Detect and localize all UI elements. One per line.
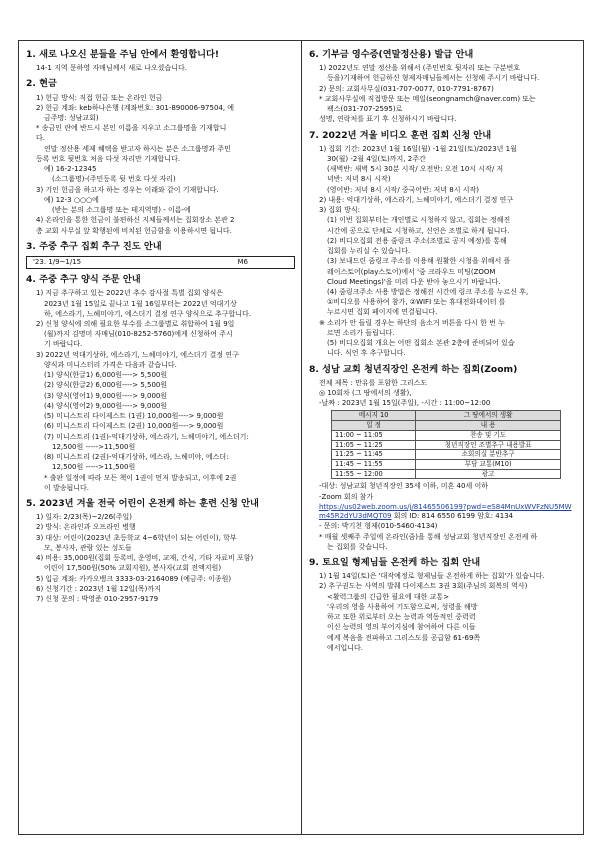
order-price-line: (4) 양식(영어2) 9,000원----> 9,000원	[44, 401, 168, 410]
table-row	[332, 440, 561, 450]
order-line: (월)까지 김명미 자매님(010-8252-5760)에게 신청하여 주시	[44, 330, 233, 339]
table-header-cell: 일 정	[332, 421, 416, 431]
order-price-line: (6) 미니스트리 다이제스트 (2권) 10,000원----> 9,000원	[44, 422, 224, 431]
cash-line: 금주명: 성남교회)	[44, 113, 99, 122]
video-line: 누르시면 집회 페이지에 연결됩니다.	[327, 308, 438, 317]
content-cell: 청년직장인 조별추구 내용발표	[416, 440, 561, 450]
receipt-line: 1) 2022년도 연말 정산을 위해서 (주민번호 뒷자리 또는 구분번호	[319, 64, 521, 73]
cash-line: 층 교회 사무실 앞 확행된에 비치된 헌금함을 이용하시면 됩니다.	[36, 226, 232, 235]
progress-code: M6	[237, 257, 248, 266]
children-line: 어린이 17,500원(50% 교회지원), 봉사자(교회 전액지원)	[44, 564, 222, 573]
order-line: * 출판 일정에 따라 모든 책이 1권이 먼저 발송되고, 이후에 2권	[44, 473, 237, 482]
time-cell: 11:05 ~ 11:25	[332, 440, 416, 450]
time-cell: 11:45 ~ 11:55	[332, 459, 416, 469]
content-cell: 부담 교통(M10)	[416, 459, 561, 469]
youth-line: ◎ 10회차 (그 땅에서의 생활),	[319, 388, 412, 397]
saturday-line: 하고 또한 위로부터 오는 능력과 역동적인 중력력	[327, 613, 476, 622]
table-row	[332, 459, 561, 469]
cash-line: 2) 헌금 계좌: keb하나은행 (계좌번호: 301-890006-97504, 예	[36, 103, 235, 112]
order-price-line: 12,500원 ----->11,500원	[52, 442, 136, 451]
youth-schedule-table	[331, 410, 561, 479]
receipt-line: 팩스(031-707-2595)로	[327, 105, 403, 114]
zoom-link[interactable]: https://us02web.zoom.us/j/81465506199?pwd=eS84MnUxWVFzNU5MWm45R2dYU3dMQT09	[319, 502, 572, 521]
children-line: 5) 입금 계좌: 카카오뱅크 3333-03-2164089 (예금주: 이종원)	[36, 574, 232, 583]
cash-line: 예) 12-3 ○○○에	[44, 195, 99, 204]
youth-title: 8. 성남 교회 청년직장인 온전케 하는 집회(Zoom)	[309, 363, 518, 375]
saturday-line: 에서입니다.	[327, 643, 364, 652]
order-price-line: (3) 양식(영어1) 9,000원----> 9,000원	[44, 391, 168, 400]
order-price-line: (1) 양식(한글1) 6,000원----> 5,500원	[44, 371, 168, 380]
video-line: ①비디오를 사용하여 참가, ②WIFI 또는 휴대전화데이터 를	[327, 298, 506, 307]
order-price-line: (5) 미니스트리 다이제스트 (1권) 10,000원----> 9,000원	[44, 412, 224, 421]
cash-line: (소그룹명)-(주민등록 뒷 번호 다섯 자리)	[52, 175, 176, 184]
welcome-title: 1. 새로 나오신 분들을 주님 안에서 환영합니다!	[26, 49, 220, 60]
table-header-cell: 내 용	[416, 421, 561, 431]
video-line: (영어반: 저녁 8시 시작/ 중국어반: 저녁 8시 시작)	[327, 185, 479, 194]
video-line: 레이스토어(play스토어)에서 '줌 크라우드 미팅(ZOOM	[327, 267, 496, 276]
video-line: Cloud Meetings)'을 미리 다운 받아 놓으시기 바랍니다.	[327, 277, 501, 286]
saturday-title: 9. 토요일 형제님들 온전케 하는 집회 안내	[309, 557, 481, 569]
children-line: 4) 비용: 35,000원(집회 등록비, 운영비, 교재, 간식, 기타 자료비 포함)	[36, 554, 254, 563]
right-column	[301, 41, 583, 834]
order-line: 이 발송됩니다.	[44, 483, 90, 492]
content-cell: 소회의실 분반추구	[416, 450, 561, 460]
children-line: 3) 대상: 어린이(2023년 초등학교 4~6학년이 되는 어린이), 학부	[36, 533, 237, 542]
order-title: 4. 주중 추구 양식 주문 안내	[26, 274, 141, 286]
cash-line: 다.	[36, 134, 45, 143]
video-line: 집회를 누리실 수 있습니다.	[327, 247, 411, 256]
saturday-line: 1) 1월 14일(토)은 '대작예정로 형제님들 온전하게 하는 집회'가 있습니다.	[319, 572, 545, 581]
zoom-meta: 회의 ID: 814 6550 6199 암호: 4134	[393, 512, 514, 521]
table-row	[332, 469, 561, 479]
receipt-line: 2) 문의: 교회사무실(031-707-0077, 010-7791-8767)	[319, 84, 494, 93]
children-line: 모, 봉사자, 관람 있는 성도들	[44, 543, 132, 552]
table-subheader-row	[332, 421, 561, 431]
children-line: 7) 신청 문의 : 박영준 010-2957-9179	[36, 595, 159, 604]
order-line: 2023년 1월 15일로 끝나고 1월 16일부터는 2022년 억대기상	[44, 299, 237, 308]
children-line: 1) 일자: 2/23(목)~2/26(주일)	[36, 513, 133, 522]
video-line: 니다. 식언 후 추구합니다.	[327, 349, 406, 358]
saturday-section	[309, 557, 577, 653]
video-line: 르면 소리가 들립니다.	[327, 328, 395, 337]
video-line: (1) 이번 집회부터는 개인별로 시청하지 않고, 집회는 정해진	[327, 216, 511, 225]
time-cell: 11:55 ~ 12:00	[332, 469, 416, 479]
table-row	[332, 450, 561, 460]
video-line: (2) 비디오집회 전용 줌링크 주소(조별로 공지 예정)를 통해	[327, 236, 507, 245]
welcome-section	[26, 49, 295, 73]
saturday-line: 2) 추구권도는 사역의 발췌 다이제스트 3권 3회(주님의 회복의 역사)	[319, 582, 528, 591]
youth-line: 전체 제목 : 만유를 포함한 그리스도	[319, 378, 428, 387]
cash-line: 4) 온라인을 통한 헌금이 불편하신 지체들께서는 집회장소 본관 2	[36, 216, 235, 225]
video-line: 녁반: 저녁 8시 시작)	[327, 175, 391, 184]
video-line: (새벽반: 새벽 5시 30분 시작/ 오전반: 오전 10시 시작/ 저	[327, 165, 504, 174]
time-cell: 11:25 ~ 11:45	[332, 450, 416, 460]
cash-line: 등록 번호 뒷번호 처음 다섯 자리만 기재합니다.	[36, 154, 181, 163]
youth-line: - 문의: 박기천 형제(010-5460-4134)	[319, 522, 438, 531]
order-line: 1) 지금 추구하고 있는 2022년 추수 감사절 특별 집회 양식은	[36, 289, 224, 298]
saturday-line: <활력그룹의 긴급한 필요에 대한 교통>	[327, 592, 450, 601]
cash-line: 예) 16-2-12345	[44, 165, 97, 174]
youth-line: -Zoom 회의 참가	[319, 492, 374, 501]
table-header-cell: 메시지 10	[332, 411, 416, 421]
saturday-line: 이신 능력의 영의 부어지심에 참여하여 다른 이들	[327, 623, 476, 632]
progress-section	[26, 241, 295, 269]
children-line: 6) 신청기간 : 2023년 1월 12일(목)까지	[36, 584, 161, 593]
youth-section	[309, 364, 577, 552]
children-section	[26, 498, 295, 604]
cash-line: * 송금인 란에 반드시 본인 이름을 지우고 소그룹명을 기재합니	[36, 124, 227, 133]
youth-line: 는 집회를 갖습니다.	[327, 542, 388, 551]
video-line: (3) 보내드린 줌링크 주소를 이용해 원활한 시청을 위해서 플	[327, 257, 511, 266]
video-line: 2) 내용: 억대기상하, 에스라기, 느헤미야기, 에스더기 결정 연구	[319, 195, 514, 204]
order-price-line: (8) 미니스트리 (2권)-억대기상하, 에스라, 느헤미야, 에스더:	[44, 453, 229, 462]
table-header-cell: 그 땅에서의 생활	[416, 411, 561, 421]
video-line: 3) 집회 방식:	[319, 206, 361, 215]
children-title: 5. 2023년 겨울 전국 어린이 온전케 하는 훈련 신청 안내	[26, 498, 259, 509]
order-section	[26, 274, 295, 493]
order-line: 하, 에스라기, 느헤미야기, 에스더기 결정 연구 양식으로 추구합니다.	[44, 309, 252, 318]
content-cell: 광고	[416, 469, 561, 479]
order-line: 기 바랍니다.	[44, 340, 83, 349]
welcome-line: 14-1 지역 문하영 자매님께서 새로 나오셨습니다.	[36, 64, 187, 73]
video-line: (4) 줌링크주소 사용 방법은 정해진 시간에 링크 주소를 누르신 후,	[327, 287, 529, 296]
order-price-line: (2) 양식(한글2) 6,000원----> 5,500원	[44, 381, 168, 390]
order-price-line: 12,500원 ----->11,500원	[52, 463, 136, 472]
video-line: ※ 소리가 안 들릴 경우는 하단의 음소거 버튼을 다시 한 번 누	[319, 318, 505, 327]
saturday-line: '우리의 영을 사용하여 기도함으로써, 성령을 해방	[327, 602, 478, 611]
receipt-line: * 교회사무실에 직접방문 또는 메일(seongnamch@naver.com) 또는	[319, 94, 536, 103]
children-line: 2) 방식: 온라인과 오프라인 병행	[36, 523, 136, 532]
saturday-line: 에게 복음을 전파하고 그리스도를 공급함 61-69쪽	[327, 633, 481, 642]
order-line: 양식과 미니스터리 가격은 다음과 같습니다.	[44, 360, 177, 369]
cash-line: (받는 분의 소그룹명 또는 테지역명) - 이름-에	[52, 206, 191, 215]
video-line: 1) 집회 기간: 2023년 1월 16일(월) -1월 21일(토)/2023년 1월	[319, 144, 517, 153]
table-header-row	[332, 411, 561, 421]
cash-line: 연말 정산용 세제 혜택을 받고자 하시는 분은 소그룹명과 주민	[44, 144, 231, 153]
table-row	[332, 430, 561, 440]
video-title: 7. 2022년 겨울 비디오 훈련 집회 신청 안내	[309, 129, 492, 141]
cash-line: 1) 헌금 방식: 직접 헌금 또는 온라인 헌금	[36, 93, 163, 102]
video-line: 시간에 공으로 단체로 시청하고, 신언은 조별로 하게 됩니다.	[327, 226, 510, 235]
cash-line: 3) 기인 헌금을 하고자 하는 경우는 이래와 같이 기재합니다.	[36, 185, 219, 194]
bulletin-page	[18, 40, 584, 835]
order-line: 2) 신청 양식에 의해 필요한 부수를 소그룹별로 취합하여 1월 9일	[36, 320, 235, 329]
video-line: (5) 비디오집회 개요는 어떤 집회소 본관 2층에 준비되어 있습	[327, 339, 515, 348]
progress-dates: '23. 1/9~1/15	[33, 257, 82, 266]
cash-title: 2. 현금	[26, 78, 57, 90]
order-price-line: (7) 미니스트리 (1권)-억대기상하, 에스라기, 느헤미야기, 에스더기:	[44, 432, 249, 441]
youth-line: * 매월 셋째주 주일에 온라인(줌)을 통해 성남교회 청년직장인 온전케 하	[319, 532, 538, 541]
time-cell: 11:00 ~ 11:05	[332, 430, 416, 440]
left-column	[19, 41, 301, 834]
video-section	[309, 130, 577, 359]
progress-box	[26, 256, 295, 269]
video-line: 30(월) -2월 4일(토)까지, 2주간	[327, 154, 426, 163]
receipt-line: 등을)기재하여 헌금하신 형제자매님들께서는 신청해 주시기 바랍니다.	[327, 74, 540, 83]
receipt-title: 6. 기부금 영수증(연말정산용) 발급 안내	[309, 49, 474, 60]
youth-line: -날짜 : 2023년 1월 15일(주일), -시간 : 11:00~12:00	[319, 399, 491, 408]
content-cell: 찬송 및 기도	[416, 430, 561, 440]
receipt-line: 성명, 연락처를 표기 후 신청하시기 바랍니다.	[319, 115, 457, 124]
order-line: 3) 2022년 억대기상하, 에스라기, 느헤미야기, 에스더기 결정 연구	[36, 350, 239, 359]
cash-section	[26, 78, 295, 235]
progress-title: 3. 주중 추구 집회 추구 진도 안내	[26, 240, 162, 252]
receipt-section	[309, 49, 577, 125]
youth-line: -대상: 성남교회 청년직장인 35세 이하, 미혼 40세 이하	[319, 482, 488, 491]
